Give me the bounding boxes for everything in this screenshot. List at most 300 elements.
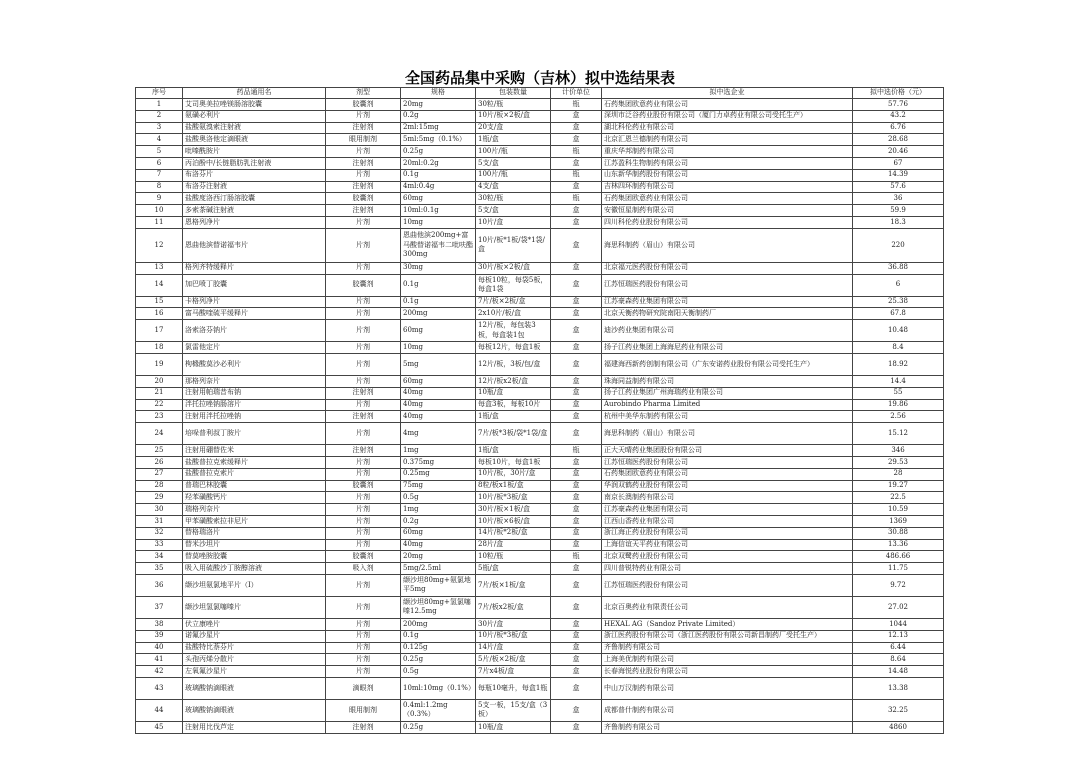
- price-cell: 30.88: [853, 527, 944, 539]
- pricing-unit-cell: 盒: [551, 596, 602, 618]
- company-cell: 江苏恒瑞医药股份有限公司: [602, 456, 853, 468]
- specification-cell: 20mg: [401, 99, 476, 111]
- table-row: [136, 308, 944, 320]
- price-cell: 346: [853, 445, 944, 457]
- row-number-cell: 4: [136, 134, 183, 146]
- specification-cell: 0.5g: [401, 666, 476, 678]
- table-row: [136, 423, 944, 445]
- pricing-unit-cell: 盒: [551, 456, 602, 468]
- drug-name-cell: 布洛芬注射液: [183, 181, 326, 193]
- drug-name-cell: 盐酸特比萘芬片: [183, 642, 326, 654]
- company-cell: 中山万汉制药有限公司: [602, 677, 853, 699]
- package-quantity-cell: 7片x4板/盒: [476, 666, 551, 678]
- drug-name-cell: 布洛芬片: [183, 169, 326, 181]
- package-quantity-cell: 1瓶/盒: [476, 445, 551, 457]
- price-cell: 10.48: [853, 320, 944, 342]
- pricing-unit-cell: 盒: [551, 205, 602, 217]
- specification-cell: 60mg: [401, 320, 476, 342]
- table-row: [136, 169, 944, 181]
- table-row: [136, 527, 944, 539]
- dosage-form-cell: 片剂: [326, 596, 401, 618]
- package-quantity-cell: 5支一板，15支/盒（3板）: [476, 699, 551, 721]
- drug-name-cell: 诺氟沙星片: [183, 630, 326, 642]
- table-row: [136, 721, 944, 733]
- drug-name-cell: 卡格列净片: [183, 296, 326, 308]
- table-row: [136, 504, 944, 516]
- pricing-unit-cell: 盒: [551, 699, 602, 721]
- dosage-form-cell: 片剂: [326, 169, 401, 181]
- dosage-form-cell: 注射剂: [326, 122, 401, 134]
- specification-cell: 40mg: [401, 539, 476, 551]
- drug-name-cell: 替莫唑胺胶囊: [183, 551, 326, 563]
- package-quantity-cell: 100片/瓶: [476, 146, 551, 158]
- pricing-unit-cell: 盒: [551, 342, 602, 354]
- pricing-unit-cell: 盒: [551, 468, 602, 480]
- company-cell: 上海美优制药有限公司: [602, 654, 853, 666]
- package-quantity-cell: 10粒/瓶: [476, 551, 551, 563]
- price-cell: 6: [853, 274, 944, 296]
- company-cell: 正大天晴药业集团股份有限公司: [602, 445, 853, 457]
- price-cell: 18.3: [853, 216, 944, 228]
- row-number-cell: 1: [136, 99, 183, 111]
- company-cell: 南京长澳制药有限公司: [602, 492, 853, 504]
- drug-name-cell: 玻璃酸钠滴眼液: [183, 677, 326, 699]
- specification-cell: 0.2g: [401, 515, 476, 527]
- price-cell: 1369: [853, 515, 944, 527]
- pricing-unit-cell: 盒: [551, 539, 602, 551]
- row-number-cell: 5: [136, 146, 183, 158]
- specification-cell: 1mg: [401, 504, 476, 516]
- drug-name-cell: 注射用比伐芦定: [183, 721, 326, 733]
- package-quantity-cell: 1瓶/盒: [476, 411, 551, 423]
- table-row: [136, 387, 944, 399]
- dosage-form-cell: 片剂: [326, 308, 401, 320]
- table-row: [136, 122, 944, 134]
- package-quantity-cell: 10瓶/盒: [476, 721, 551, 733]
- specification-cell: 0.4ml:1.2mg（0.3%）: [401, 699, 476, 721]
- table-row: [136, 375, 944, 387]
- company-cell: 北京百奥药业有限责任公司: [602, 596, 853, 618]
- company-cell: 北京双鹭药业股份有限公司: [602, 551, 853, 563]
- drug-name-cell: 盐酸普拉克索缓释片: [183, 456, 326, 468]
- price-cell: 486.66: [853, 551, 944, 563]
- package-quantity-cell: 10片/板，30片/盒: [476, 468, 551, 480]
- package-quantity-cell: 2x10片/板/盒: [476, 308, 551, 320]
- company-cell: 浙江医药股份有限公司（浙江医药股份有限公司新昌制药厂受托生产）: [602, 630, 853, 642]
- company-cell: 江苏豪森药业集团有限公司: [602, 504, 853, 516]
- package-quantity-cell: 5支/盒: [476, 205, 551, 217]
- package-quantity-cell: 28片/盒: [476, 539, 551, 551]
- drug-name-cell: 缬沙坦氢氯噻嗪片: [183, 596, 326, 618]
- results-table: [135, 87, 944, 734]
- drug-name-cell: 吸入用硫酸沙丁胺醇溶液: [183, 563, 326, 575]
- price-cell: 19.27: [853, 480, 944, 492]
- table-header-row: [136, 88, 944, 99]
- table-row: [136, 181, 944, 193]
- price-cell: 28: [853, 468, 944, 480]
- row-number-cell: 23: [136, 411, 183, 423]
- company-cell: 齐鲁制药有限公司: [602, 721, 853, 733]
- pricing-unit-cell: 盒: [551, 181, 602, 193]
- specification-cell: 20mg: [401, 551, 476, 563]
- pricing-unit-cell: 盒: [551, 677, 602, 699]
- dosage-form-cell: 片剂: [326, 654, 401, 666]
- package-quantity-cell: 10片/板×2板/盒: [476, 110, 551, 122]
- price-cell: 4860: [853, 721, 944, 733]
- drug-name-cell: 吡嗪酰胺片: [183, 146, 326, 158]
- package-quantity-cell: 14片/板*2板/盒: [476, 527, 551, 539]
- price-cell: 9.72: [853, 574, 944, 596]
- company-cell: 扬子江药业集团广州海瑞药业有限公司: [602, 387, 853, 399]
- pricing-unit-cell: 盒: [551, 157, 602, 169]
- drug-name-cell: 多索茶碱注射液: [183, 205, 326, 217]
- table-row: [136, 539, 944, 551]
- table-row: [136, 342, 944, 354]
- dosage-form-cell: 片剂: [326, 296, 401, 308]
- dosage-form-cell: 片剂: [326, 504, 401, 516]
- price-cell: 13.38: [853, 677, 944, 699]
- header-package: 包装数量: [476, 88, 551, 99]
- header-price: 拟中选价格（元）: [853, 88, 944, 99]
- price-cell: 8.64: [853, 654, 944, 666]
- package-quantity-cell: 10片/板*3板/盒: [476, 630, 551, 642]
- drug-name-cell: 洛索洛芬钠片: [183, 320, 326, 342]
- company-cell: 杭州中美华东制药有限公司: [602, 411, 853, 423]
- pricing-unit-cell: 盒: [551, 399, 602, 411]
- company-cell: 迪沙药业集团有限公司: [602, 320, 853, 342]
- company-cell: 石药集团欧意药业有限公司: [602, 99, 853, 111]
- company-cell: 重庆华邦制药有限公司: [602, 146, 853, 158]
- drug-name-cell: 缬沙坦氨氯地平片（I）: [183, 574, 326, 596]
- price-cell: 67.8: [853, 308, 944, 320]
- package-quantity-cell: 每板10片，每盒1板: [476, 456, 551, 468]
- company-cell: 江苏豪森药业集团有限公司: [602, 296, 853, 308]
- specification-cell: 20ml:0.2g: [401, 157, 476, 169]
- specification-cell: 30mg: [401, 262, 476, 274]
- table-row: [136, 134, 944, 146]
- drug-name-cell: 伏立康唑片: [183, 618, 326, 630]
- price-cell: 20.46: [853, 146, 944, 158]
- pricing-unit-cell: 盒: [551, 320, 602, 342]
- pricing-unit-cell: 瓶: [551, 445, 602, 457]
- package-quantity-cell: 7片/板×1板/盒: [476, 574, 551, 596]
- dosage-form-cell: 片剂: [326, 110, 401, 122]
- dosage-form-cell: 胶囊剂: [326, 551, 401, 563]
- price-cell: 67: [853, 157, 944, 169]
- pricing-unit-cell: 盒: [551, 504, 602, 516]
- pricing-unit-cell: 盒: [551, 411, 602, 423]
- dosage-form-cell: 眼用制剂: [326, 134, 401, 146]
- specification-cell: 5mg/2.5ml: [401, 563, 476, 575]
- header-drug-name: 药品通用名: [183, 88, 326, 99]
- drug-name-cell: 瑞格列奈片: [183, 504, 326, 516]
- table-row: [136, 216, 944, 228]
- pricing-unit-cell: 盒: [551, 387, 602, 399]
- dosage-form-cell: 注射剂: [326, 181, 401, 193]
- table-row: [136, 666, 944, 678]
- row-number-cell: 35: [136, 563, 183, 575]
- price-cell: 11.75: [853, 563, 944, 575]
- price-cell: 32.25: [853, 699, 944, 721]
- dosage-form-cell: 胶囊剂: [326, 480, 401, 492]
- row-number-cell: 15: [136, 296, 183, 308]
- header-company: 拟中选企业: [602, 88, 853, 99]
- price-cell: 55: [853, 387, 944, 399]
- specification-cell: 40mg: [401, 387, 476, 399]
- row-number-cell: 33: [136, 539, 183, 551]
- dosage-form-cell: 注射剂: [326, 205, 401, 217]
- row-number-cell: 45: [136, 721, 183, 733]
- specification-cell: 40mg: [401, 411, 476, 423]
- company-cell: 深圳市泛谷药业股份有限公司（厦门力卓药业有限公司受托生产）: [602, 110, 853, 122]
- company-cell: HEXAL AG（Sandoz Private Limited）: [602, 618, 853, 630]
- specification-cell: 4ml:0.4g: [401, 181, 476, 193]
- table-row: [136, 445, 944, 457]
- specification-cell: 0.125g: [401, 642, 476, 654]
- company-cell: 四川普锐特药业有限公司: [602, 563, 853, 575]
- specification-cell: 2ml:15mg: [401, 122, 476, 134]
- pricing-unit-cell: 瓶: [551, 146, 602, 158]
- drug-name-cell: 甲苯磺酸索拉非尼片: [183, 515, 326, 527]
- table-row: [136, 456, 944, 468]
- price-cell: 8.4: [853, 342, 944, 354]
- row-number-cell: 6: [136, 157, 183, 169]
- table-row: [136, 110, 944, 122]
- dosage-form-cell: 注射剂: [326, 445, 401, 457]
- price-cell: 43.2: [853, 110, 944, 122]
- row-number-cell: 12: [136, 228, 183, 262]
- package-quantity-cell: 5片/板×2板/盒: [476, 654, 551, 666]
- drug-name-cell: 格列齐特缓释片: [183, 262, 326, 274]
- table-row: [136, 677, 944, 699]
- package-quantity-cell: 每瓶10毫升，每盒1瓶: [476, 677, 551, 699]
- price-cell: 14.39: [853, 169, 944, 181]
- price-cell: 29.53: [853, 456, 944, 468]
- row-number-cell: 30: [136, 504, 183, 516]
- company-cell: 石药集团欧意药业有限公司: [602, 193, 853, 205]
- pricing-unit-cell: 盒: [551, 353, 602, 375]
- table-row: [136, 274, 944, 296]
- specification-cell: 0.1g: [401, 274, 476, 296]
- price-cell: 10.59: [853, 504, 944, 516]
- company-cell: 上海信谊天平药业有限公司: [602, 539, 853, 551]
- pricing-unit-cell: 盒: [551, 216, 602, 228]
- row-number-cell: 10: [136, 205, 183, 217]
- row-number-cell: 32: [136, 527, 183, 539]
- price-cell: 14.48: [853, 666, 944, 678]
- dosage-form-cell: 滴眼剂: [326, 677, 401, 699]
- price-cell: 57.6: [853, 181, 944, 193]
- price-cell: 13.36: [853, 539, 944, 551]
- company-cell: 江苏盈科生物制药有限公司: [602, 157, 853, 169]
- price-cell: 15.12: [853, 423, 944, 445]
- pricing-unit-cell: 盒: [551, 134, 602, 146]
- specification-cell: 0.25g: [401, 146, 476, 158]
- document-title: 全国药品集中采购（吉林）拟中选结果表: [404, 69, 675, 87]
- company-cell: 山东新华制药股份有限公司: [602, 169, 853, 181]
- drug-name-cell: 恩格列净片: [183, 216, 326, 228]
- row-number-cell: 39: [136, 630, 183, 642]
- package-quantity-cell: 7片/板*3板/袋*1袋/盒: [476, 423, 551, 445]
- row-number-cell: 17: [136, 320, 183, 342]
- dosage-form-cell: 片剂: [326, 456, 401, 468]
- dosage-form-cell: 片剂: [326, 353, 401, 375]
- price-cell: 27.02: [853, 596, 944, 618]
- header-specification: 规格: [401, 88, 476, 99]
- table-row: [136, 157, 944, 169]
- pricing-unit-cell: 瓶: [551, 99, 602, 111]
- row-number-cell: 2: [136, 110, 183, 122]
- table-row: [136, 296, 944, 308]
- specification-cell: 0.25g: [401, 654, 476, 666]
- drug-name-cell: 注射用硼替佐米: [183, 445, 326, 457]
- row-number-cell: 11: [136, 216, 183, 228]
- company-cell: 湖北科伦药业有限公司: [602, 122, 853, 134]
- drug-name-cell: 那格列奈片: [183, 375, 326, 387]
- package-quantity-cell: 100片/瓶: [476, 169, 551, 181]
- specification-cell: 60mg: [401, 527, 476, 539]
- dosage-form-cell: 片剂: [326, 539, 401, 551]
- dosage-form-cell: 片剂: [326, 399, 401, 411]
- company-cell: 江苏恒瑞医药股份有限公司: [602, 274, 853, 296]
- row-number-cell: 8: [136, 181, 183, 193]
- row-number-cell: 42: [136, 666, 183, 678]
- specification-cell: 60mg: [401, 375, 476, 387]
- company-cell: 北京汇恩兰德制药有限公司: [602, 134, 853, 146]
- pricing-unit-cell: 盒: [551, 274, 602, 296]
- company-cell: 成都普什制药有限公司: [602, 699, 853, 721]
- row-number-cell: 21: [136, 387, 183, 399]
- pricing-unit-cell: 盒: [551, 618, 602, 630]
- specification-cell: 0.1g: [401, 296, 476, 308]
- package-quantity-cell: 10瓶/盒: [476, 387, 551, 399]
- price-cell: 59.9: [853, 205, 944, 217]
- pricing-unit-cell: 盒: [551, 423, 602, 445]
- pricing-unit-cell: 瓶: [551, 193, 602, 205]
- package-quantity-cell: 每板10粒，每袋5板，每盒1袋: [476, 274, 551, 296]
- table-row: [136, 551, 944, 563]
- pricing-unit-cell: 盒: [551, 110, 602, 122]
- specification-cell: 75mg: [401, 480, 476, 492]
- row-number-cell: 31: [136, 515, 183, 527]
- dosage-form-cell: 注射剂: [326, 387, 401, 399]
- row-number-cell: 24: [136, 423, 183, 445]
- package-quantity-cell: 30片/板×2板/盒: [476, 262, 551, 274]
- pricing-unit-cell: 瓶: [551, 169, 602, 181]
- dosage-form-cell: 片剂: [326, 630, 401, 642]
- specification-cell: 4mg: [401, 423, 476, 445]
- price-cell: 14.4: [853, 375, 944, 387]
- specification-cell: 10mg: [401, 216, 476, 228]
- row-number-cell: 3: [136, 122, 183, 134]
- dosage-form-cell: 吸入剂: [326, 563, 401, 575]
- company-cell: 浙江海正药业股份有限公司: [602, 527, 853, 539]
- package-quantity-cell: 12片/板，每包装3板，每盒装1包: [476, 320, 551, 342]
- row-number-cell: 20: [136, 375, 183, 387]
- company-cell: 北京天衡药物研究院南阳天衡制药厂: [602, 308, 853, 320]
- table-row: [136, 205, 944, 217]
- package-quantity-cell: 每板12片，每盒1板: [476, 342, 551, 354]
- pricing-unit-cell: 盒: [551, 262, 602, 274]
- pricing-unit-cell: 盒: [551, 122, 602, 134]
- table-row: [136, 574, 944, 596]
- table-row: [136, 411, 944, 423]
- specification-cell: 0.25g: [401, 721, 476, 733]
- drug-name-cell: 氯雷他定片: [183, 342, 326, 354]
- table-row: [136, 228, 944, 262]
- dosage-form-cell: 片剂: [326, 320, 401, 342]
- pricing-unit-cell: 盒: [551, 480, 602, 492]
- dosage-form-cell: 片剂: [326, 468, 401, 480]
- row-number-cell: 34: [136, 551, 183, 563]
- row-number-cell: 44: [136, 699, 183, 721]
- specification-cell: 缬沙坦80mg+氨氯地平5mg: [401, 574, 476, 596]
- specification-cell: 5ml:5mg（0.1%）: [401, 134, 476, 146]
- company-cell: 海思科制药（眉山）有限公司: [602, 423, 853, 445]
- dosage-form-cell: 片剂: [326, 527, 401, 539]
- drug-name-cell: 盐酸普拉克索片: [183, 468, 326, 480]
- row-number-cell: 27: [136, 468, 183, 480]
- pricing-unit-cell: 盒: [551, 296, 602, 308]
- dosage-form-cell: 胶囊剂: [326, 274, 401, 296]
- table-row: [136, 193, 944, 205]
- drug-name-cell: 氨磺必利片: [183, 110, 326, 122]
- table-row: [136, 563, 944, 575]
- dosage-form-cell: 注射剂: [326, 411, 401, 423]
- drug-name-cell: 左氧氟沙星片: [183, 666, 326, 678]
- company-cell: 华润双鹤药业股份有限公司: [602, 480, 853, 492]
- price-cell: 36: [853, 193, 944, 205]
- table-row: [136, 146, 944, 158]
- dosage-form-cell: 片剂: [326, 515, 401, 527]
- drug-name-cell: 艾司奥美拉唑镁肠溶胶囊: [183, 99, 326, 111]
- pricing-unit-cell: 瓶: [551, 551, 602, 563]
- dosage-form-cell: 胶囊剂: [326, 193, 401, 205]
- dosage-form-cell: 注射剂: [326, 721, 401, 733]
- specification-cell: 5mg: [401, 353, 476, 375]
- specification-cell: 1mg: [401, 445, 476, 457]
- row-number-cell: 7: [136, 169, 183, 181]
- drug-name-cell: 注射用泮托拉唑钠: [183, 411, 326, 423]
- company-cell: 四川科伦药业股份有限公司: [602, 216, 853, 228]
- drug-name-cell: 盐酸奥洛他定滴眼液: [183, 134, 326, 146]
- company-cell: 安徽恒星制药有限公司: [602, 205, 853, 217]
- pricing-unit-cell: 盒: [551, 527, 602, 539]
- drug-name-cell: 富马酸喹硫平缓释片: [183, 308, 326, 320]
- package-quantity-cell: 10片/板*1板/袋*1袋/盒: [476, 228, 551, 262]
- price-cell: 25.38: [853, 296, 944, 308]
- pricing-unit-cell: 盒: [551, 375, 602, 387]
- pricing-unit-cell: 盒: [551, 563, 602, 575]
- dosage-form-cell: 片剂: [326, 618, 401, 630]
- package-quantity-cell: 每盒3板，每板10片: [476, 399, 551, 411]
- package-quantity-cell: 5支/盒: [476, 157, 551, 169]
- company-cell: 石药集团欧意药业有限公司: [602, 468, 853, 480]
- company-cell: 海思科制药（眉山）有限公司: [602, 228, 853, 262]
- drug-name-cell: 玻璃酸钠滴眼液: [183, 699, 326, 721]
- row-number-cell: 38: [136, 618, 183, 630]
- dosage-form-cell: 片剂: [326, 574, 401, 596]
- drug-name-cell: 羟苯磺酸钙片: [183, 492, 326, 504]
- price-cell: 36.88: [853, 262, 944, 274]
- package-quantity-cell: 10片/板*3板/盒: [476, 492, 551, 504]
- specification-cell: 0.5g: [401, 492, 476, 504]
- price-cell: 220: [853, 228, 944, 262]
- price-cell: 57.76: [853, 99, 944, 111]
- table-row: [136, 353, 944, 375]
- row-number-cell: 40: [136, 642, 183, 654]
- package-quantity-cell: 30粒/瓶: [476, 99, 551, 111]
